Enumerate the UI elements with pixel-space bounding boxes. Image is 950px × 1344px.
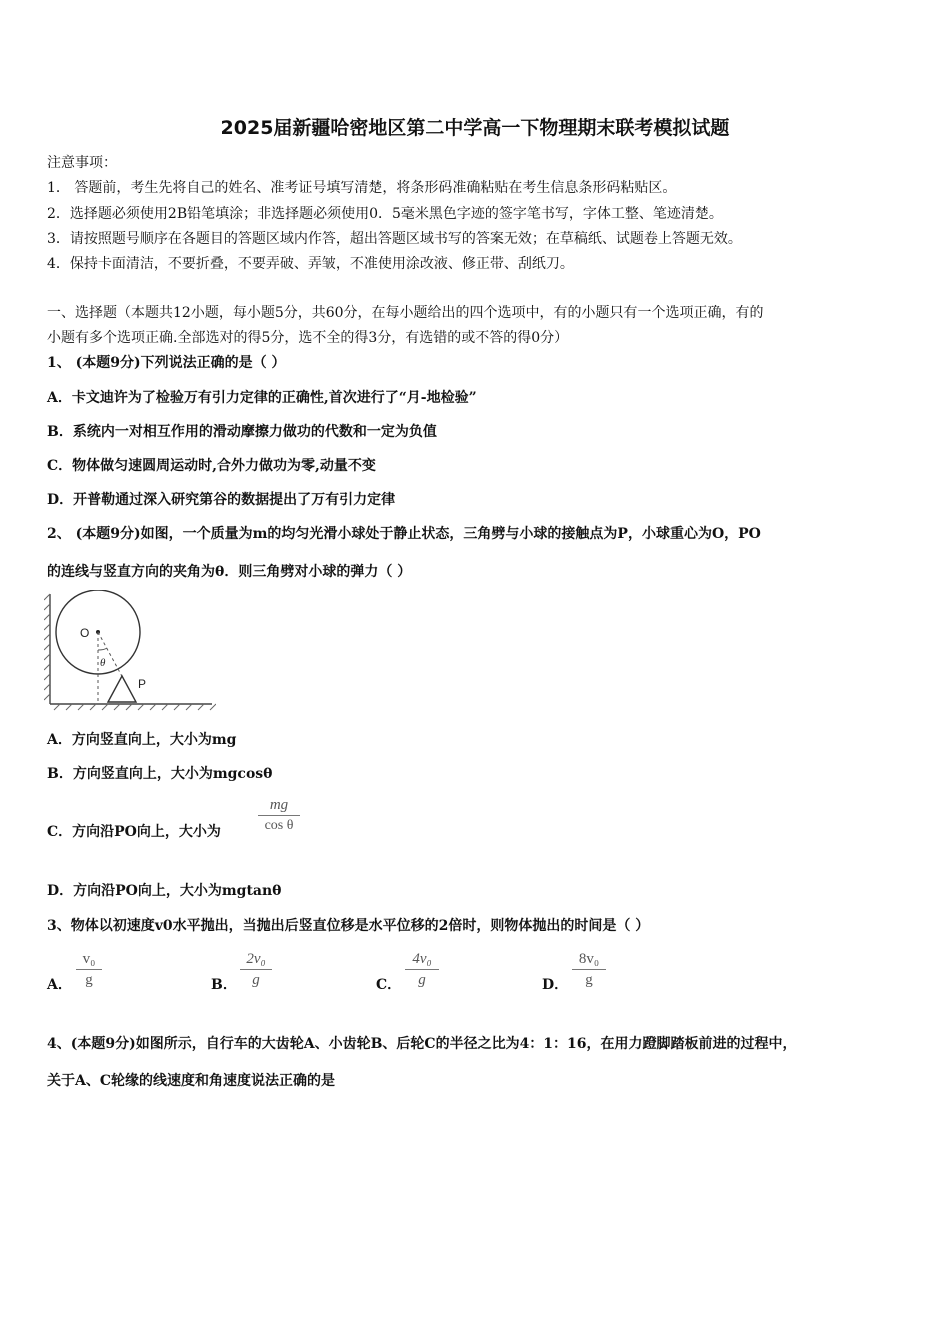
section-heading-cont: 小题有多个选项正确.全部选对的得5分，选不全的得3分，有选错的或不答的得0分）: [47, 330, 569, 346]
fraction-numerator: v₀: [82, 951, 96, 967]
q2-option-d: D．方向沿PO向上，大小为mgtanθ: [47, 883, 282, 899]
fraction-bar: [76, 969, 102, 970]
fraction-bar: [240, 969, 272, 970]
option-letter: C．: [376, 977, 402, 993]
wall-hatching: [44, 594, 216, 710]
q2-option-c-fraction: [258, 796, 300, 835]
notice-item: 3．请按照题号顺序在各题目的答题区域内作答，超出答题区域书写的答案无效；在草稿纸、试题卷上答题无效。: [47, 231, 742, 247]
q2-option-c: C．方向沿PO向上，大小为: [47, 824, 221, 840]
q2-option-a: A．方向竖直向上，大小为mg: [47, 732, 237, 748]
notice-item: 1． 答题前，考生先将自己的姓名、准考证号填写清楚，将条形码准确粘贴在考生信息条形码粘贴区。: [47, 180, 677, 196]
q1-option-c: C．物体做匀速圆周运动时,合外力做功为零,动量不变: [47, 458, 376, 474]
angle-arc: [98, 648, 107, 650]
option-letter: A．: [47, 977, 72, 993]
po-dashed-line: [98, 632, 124, 680]
q2-option-b: B．方向竖直向上，大小为mgcosθ: [47, 766, 273, 782]
wedge: [108, 676, 136, 702]
fraction-denominator: g: [418, 972, 426, 988]
fraction-bar: [405, 969, 439, 970]
option-letter: D．: [542, 977, 569, 993]
notice-heading: 注意事项：: [47, 155, 117, 171]
page-title: 2025届新疆哈密地区第二中学高一下物理期末联考模拟试题: [220, 117, 730, 139]
label-p: P: [138, 677, 147, 691]
q1-option-d: D．开普勒通过深入研究第谷的数据提出了万有引力定律: [47, 492, 396, 508]
q1-option-b: B．系统内一对相互作用的滑动摩擦力做功的代数和一定为负值: [47, 424, 437, 440]
fraction-numerator: mg: [269, 797, 289, 813]
q3-option-c-fraction: [405, 950, 439, 989]
notice-item: 2．选择题必须使用2B铅笔填涂；非选择题必须使用0．5毫米黑色字迹的签字笔书写，字体工整、笔迹清楚。: [47, 206, 723, 222]
fraction-numerator: 2v₀: [246, 951, 266, 967]
option-letter: B．: [211, 977, 237, 993]
wall: [50, 594, 212, 704]
section-heading: 一、选择题（本题共12小题，每小题5分，共60分，在每小题给出的四个选项中，有的小题只有一个选项正确，有的: [47, 305, 764, 321]
q3-stem: 3、物体以初速度v0水平抛出，当抛出后竖直位移是水平位移的2倍时，则物体抛出的时间是（ ）: [47, 918, 650, 934]
fraction-denominator: g: [85, 972, 93, 988]
q4-stem: 4、(本题9分)如图所示，自行车的大齿轮A、小齿轮B、后轮C的半径之比为4：1：16，在用力蹬脚踏板前进的过程中，: [47, 1036, 797, 1052]
fraction-denominator: g: [585, 972, 593, 988]
label-o: O: [80, 626, 90, 640]
q3-option-d: [542, 974, 568, 994]
q3-option-b: [211, 974, 237, 994]
q3-option-d-fraction: [572, 950, 606, 989]
q2-stem: 2、 (本题9分)如图，一个质量为m的均匀光滑小球处于静止状态，三角劈与小球的接触点为P，小球重心为O，PO: [47, 526, 761, 542]
fraction-bar: [258, 815, 300, 816]
q4-stem-cont: 关于A、C轮缘的线速度和角速度说法正确的是: [47, 1073, 336, 1089]
fraction-denominator: cos θ: [264, 818, 294, 833]
notice-item: 4．保持卡面清洁，不要折叠，不要弄破、弄皱，不准使用涂改液、修正带、刮纸刀。: [47, 256, 574, 272]
q3-option-a-fraction: [76, 950, 102, 989]
fraction-numerator: 4v₀: [412, 951, 432, 967]
q1-option-a: A．卡文迪许为了检验万有引力定律的正确性,首次进行了“月-地检验”: [47, 390, 477, 406]
q1-stem: 1、 (本题9分)下列说法正确的是（ ）: [47, 355, 286, 371]
q2-stem-cont: 的连线与竖直方向的夹角为θ．则三角劈对小球的弹力（ ）: [47, 564, 412, 580]
label-theta: θ: [100, 657, 106, 669]
fraction-bar: [572, 969, 606, 970]
q2-figure: [44, 590, 216, 712]
fraction-numerator: 8v₀: [578, 951, 600, 967]
fraction-denominator: g: [252, 972, 260, 988]
q3-option-a: [47, 974, 72, 994]
q3-option-b-fraction: [240, 950, 272, 989]
q3-option-c: [376, 974, 401, 994]
